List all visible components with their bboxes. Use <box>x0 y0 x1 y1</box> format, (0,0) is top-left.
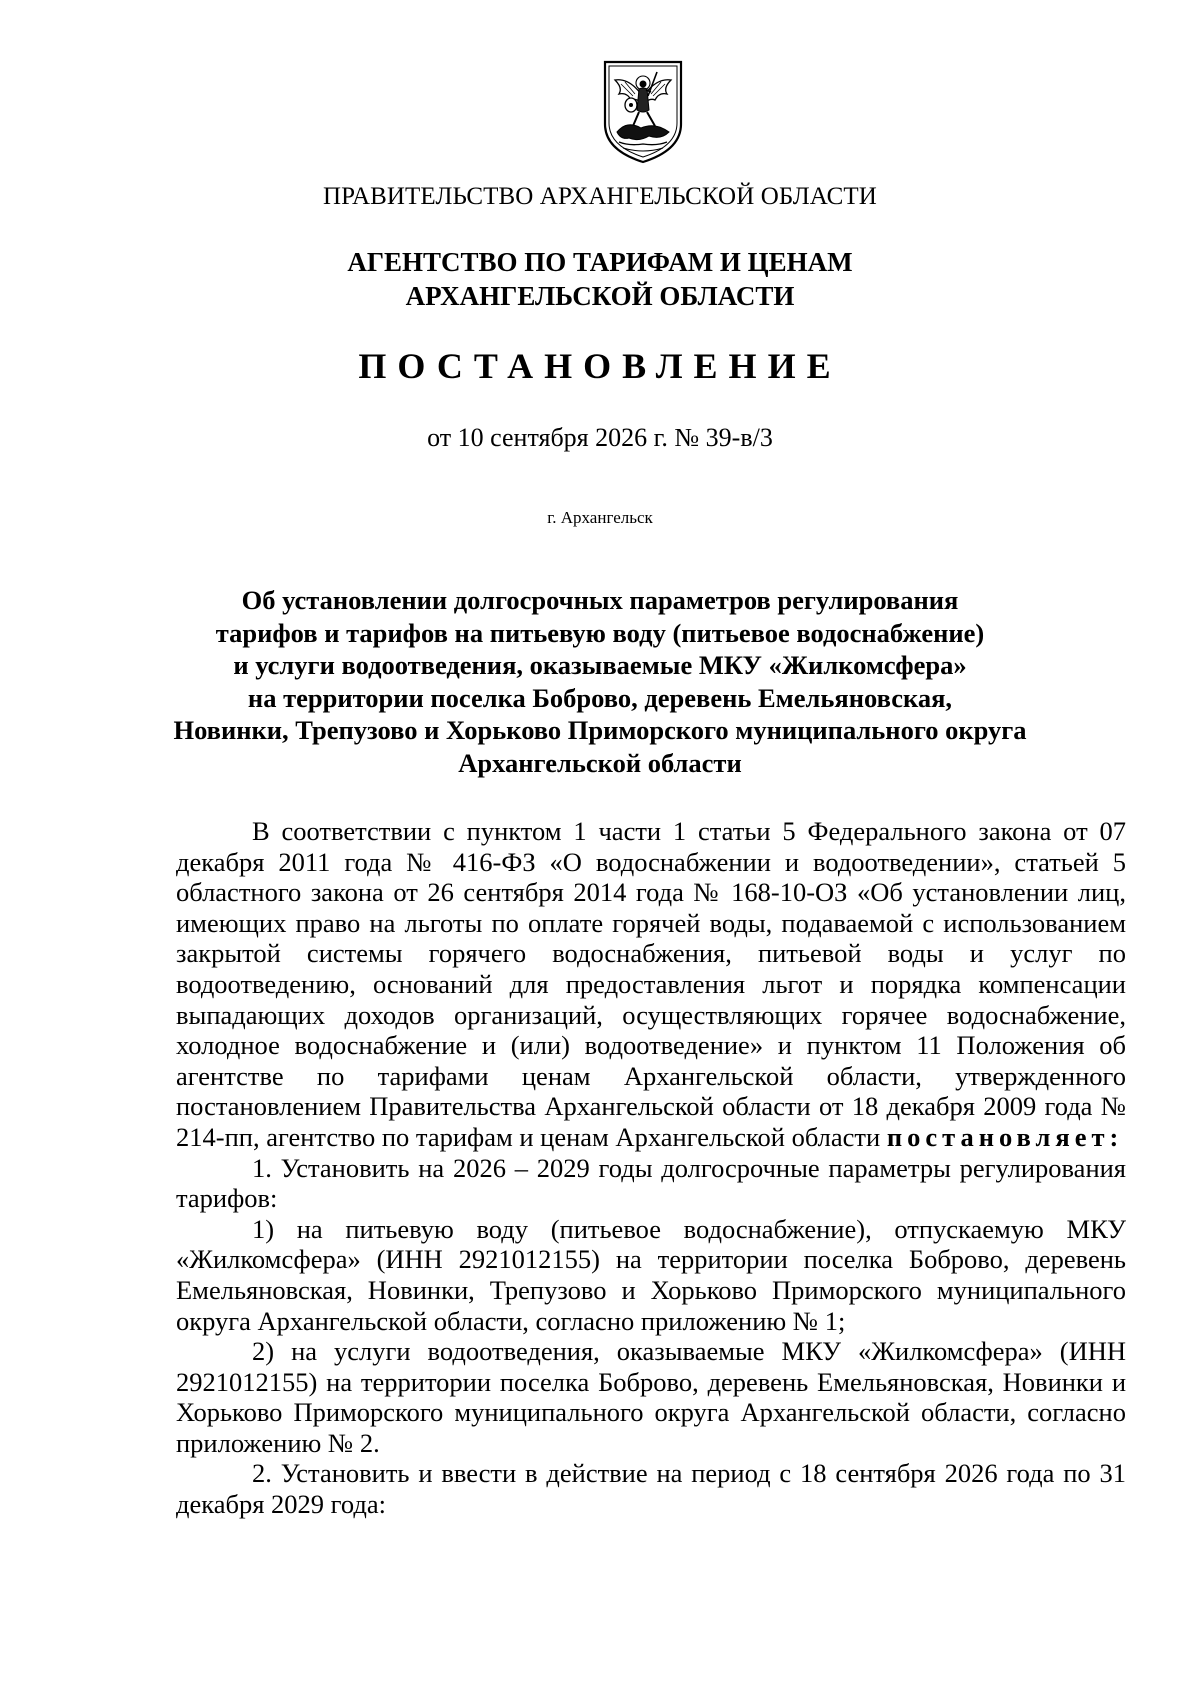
agency-name-line: АРХАНГЕЛЬСКОЙ ОБЛАСТИ <box>405 281 795 311</box>
item-2: 2. Установить и ввести в действие на период с 18 сентября 2026 года по 31 декабря 2029 года: <box>176 1458 1126 1520</box>
resolves-word: постановляет: <box>886 1121 1124 1152</box>
title-line: на территории поселка Боброво, деревень Емельяновская, <box>247 682 953 713</box>
title-line: Архангельской области <box>458 747 742 778</box>
item-1-2: 2) на услуги водоотведения, оказываемые МКУ «Жилкомсфера» (ИНН 2921012155) на территории поселка Боброво, деревень Емельяновская, Новинки и Хорьково Приморского муниципального округа Архангельской области, согласно приложению № 2. <box>176 1336 1126 1458</box>
coat-of-arms-icon <box>599 58 687 166</box>
document-body <box>176 816 1126 1520</box>
government-name: ПРАВИТЕЛЬСТВО АРХАНГЕЛЬСКОЙ ОБЛАСТИ <box>323 183 877 210</box>
title-line: Новинки, Трепузово и Хорьково Приморского муниципального округа <box>173 715 1027 746</box>
document-city: г. Архангельск <box>547 508 653 527</box>
title-line: Об установлении долгосрочных параметров регулирования <box>241 585 959 615</box>
document-type: ПОСТАНОВЛЕНИЕ <box>358 346 842 386</box>
preamble-paragraph <box>176 816 1126 1153</box>
agency-name-line: АГЕНТСТВО ПО ТАРИФАМ И ЦЕНАМ <box>347 247 853 277</box>
title-line: тарифов и тарифов на питьевую воду (питьевое водоснабжение) <box>215 617 985 648</box>
document-title <box>150 584 1050 780</box>
item-1-1: 1) на питьевую воду (питьевое водоснабжение), отпускаемую МКУ «Жилкомсфера» (ИНН 2921012155) на территории поселка Боброво, деревень Емельяновская, Новинки, Трепузово и Хорьково Приморского муниципального округа Архангельской области, согласно приложению № 1; <box>176 1213 1126 1336</box>
document-date-number: от 10 сентября 2026 г. № 39-в/3 <box>427 423 773 452</box>
agency-name <box>0 245 1200 313</box>
title-line: и услуги водоотведения, оказываемые МКУ «Жилкомсфера» <box>233 650 967 681</box>
item-1: 1. Установить на 2026 – 2029 годы долгосрочные параметры регулирования тарифов: <box>176 1152 1126 1214</box>
preamble-text: В соответствии с пунктом 1 части 1 статьи 5 Федерального закона от 07 декабря 2011 года № 416-ФЗ «О водоснабжении и водоотведении», статьей 5 областного закона от 26 сентября 2014 года № 168-10-ОЗ «Об установлении лиц, имеющих право на льготы по оплате горячей воды, подаваемой с использованием закрытой системы горячего водоснабжения, питьевой воды и услуг по водоотведению, оснований для предоставления льгот и порядка компенсации выпадающих доходов организаций, осуществляющих горячее водоснабжение, холодное водоснабжение и (или) водоотведение» и пунктом 11 Положения об агентстве по тарифами ценам Архангельской области, утвержденного постановлением Правительства Архангельской области от 18 декабря 2009 года № 214-пп, агентство по тарифам и ценам Архангельской области <box>176 816 1126 1152</box>
